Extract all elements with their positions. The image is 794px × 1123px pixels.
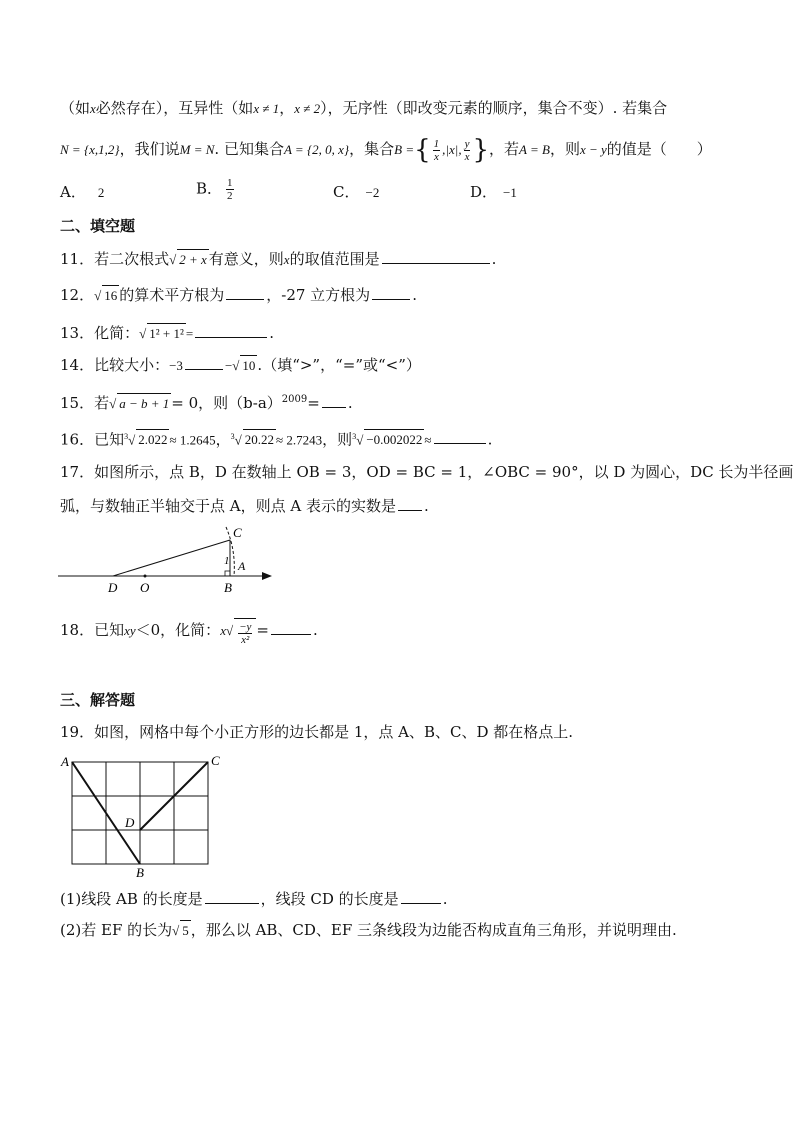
q10-text: ， [279,99,295,117]
number-line-figure [50,520,290,600]
label-one: 1 [224,555,230,567]
cbrt-2022: $^3$√ 2.022 [124,427,169,450]
q10-text: 的值是（ ） [606,140,712,158]
math-ineq: x ≠ 1 [253,101,280,116]
q18: 18．已知xy＜0，化简：x√ $\frac{-y}{\text{x²}}$ = . [60,616,318,647]
q10-text: ），无序性（即改变元素的顺序，集合不变）. 若集合 [320,99,668,117]
brace-left: { [414,135,431,165]
q10-text: 必然存在），互异性（如 [95,99,254,117]
sqrt-2-plus-x: √ 2 + x [169,249,209,270]
q11: 11．若二次根式√ 2 + x 有意义，则x的取值范围是 . [60,250,497,268]
answer-blank[interactable] [205,888,259,904]
label-d: D [125,815,135,830]
q10-option-d: D． −1 [470,183,517,201]
answer-blank[interactable] [372,284,410,300]
q16: 16．已知$^3$√ 2.022 ≈ 1.2645，$^3$√ 20.22 ≈ 2.7243，则$^3$√ −0.002022 ≈ . [60,427,492,450]
axis-arrow-icon [262,572,272,580]
q14: 14．比较大小：−3 −√ 10 .（填“>”，“=”或“<”） [60,356,421,374]
q10-line1 [60,98,667,119]
q19-stem: 19．如图，网格中每个小正方形的边长都是 1，点 A、B、C、D 都在格点上. [60,723,574,741]
q10-text: ，我们说 [119,140,180,158]
q10-option-b: B． $\frac{1}{2}$ [196,177,233,202]
cbrt-neg: $^3$√ −0.002022 [352,427,424,450]
sqrt-a-minus-b-plus-1: √ a − b + 1 [109,393,171,414]
math-a-eq-b: A = B [519,142,550,157]
right-angle-mark [225,571,230,576]
math-ineq: x ≠ 2 [294,101,321,116]
q13: 13．化简：√ 1² + 1² = . [60,324,274,342]
label-c: C [211,753,220,768]
q10-text: . 已知集合 [214,140,284,158]
section-title-fill-in: 二、填空题 [60,217,136,235]
label-a: A [238,559,246,573]
q10-text: ，集合 [349,140,395,158]
point-o [144,575,147,578]
math-set-n: N = {x,1,2} [60,142,120,157]
label-o: O [140,580,150,595]
label-a: A [61,754,69,769]
q10-text: ，则 [549,140,580,158]
sqrt-10: √ 10 [232,355,257,376]
sqrt-1sq-plus-1sq: √ 1² + 1² [139,323,186,344]
answer-blank[interactable] [226,284,264,300]
math-absx: ,|x|, [442,142,462,157]
answer-blank[interactable] [382,248,490,264]
label-d: D [108,580,118,595]
q15: 15．若√ a − b + 1 = 0，则$(b-a)^{2009}=$ . [60,394,353,412]
sqrt-5: √ 5 [172,920,191,941]
sqrt-frac: √ $\frac{-y}{\text{x²}}$ [226,617,256,647]
answer-blank[interactable] [185,354,223,370]
sqrt-16: √ 16 [94,285,119,306]
grid-lines [72,762,208,864]
q17-line1: 17．如图所示，点 B，D 在数轴上 OB = 3，OD = BC = 1，∠OBC = 90°，以 D 为圆心，DC 长为半径画 [60,463,794,481]
q10-text: （如 [60,99,91,117]
q10-option-c: C． −2 [333,183,380,201]
brace-right: } [472,135,490,165]
answer-blank[interactable] [195,322,267,338]
math-x: x [90,101,96,116]
label-c: C [233,525,242,540]
math-set-b: B = [394,142,415,157]
math-set-a: A = {2, 0, x} [283,142,350,157]
math-x-minus-y: x − y [579,142,607,157]
answer-blank[interactable] [398,495,422,511]
q10-option-a: A． 2 [60,183,105,201]
q10-line2 [60,136,712,163]
q12: 12．√ 16 的算术平方根为 ，-27 立方根为 . [60,286,417,304]
answer-blank[interactable] [401,888,441,904]
section-title-answer: 三、解答题 [60,691,136,709]
label-b: B [136,865,144,880]
q17-line2: 弧，与数轴正半轴交于点 A，则点 A 表示的实数是 . [60,497,429,515]
grid-figure [58,752,228,882]
math-m-eq-n: M = N [179,142,215,157]
q10-text: ，若 [489,140,520,158]
segment-dc [113,540,230,576]
answer-blank[interactable] [271,619,311,635]
label-b: B [224,580,232,595]
q19-part1: (1)线段 AB 的长度是 ，线段 CD 的长度是 . [60,890,448,908]
q19-part2: (2)若 EF 的长为√ 5 ，那么以 AB、CD、EF 三条线段为边能否构成直角三角形，并说明理由. [60,921,677,939]
answer-blank[interactable] [322,392,346,408]
frac-y-over-x: $\frac{y}{x}$ [464,137,470,163]
answer-blank[interactable] [434,428,486,444]
cbrt-2022-b: $^3$√ 20.22 [231,427,276,450]
frac-1-over-x: $\frac{1}{x}$ [433,137,440,163]
